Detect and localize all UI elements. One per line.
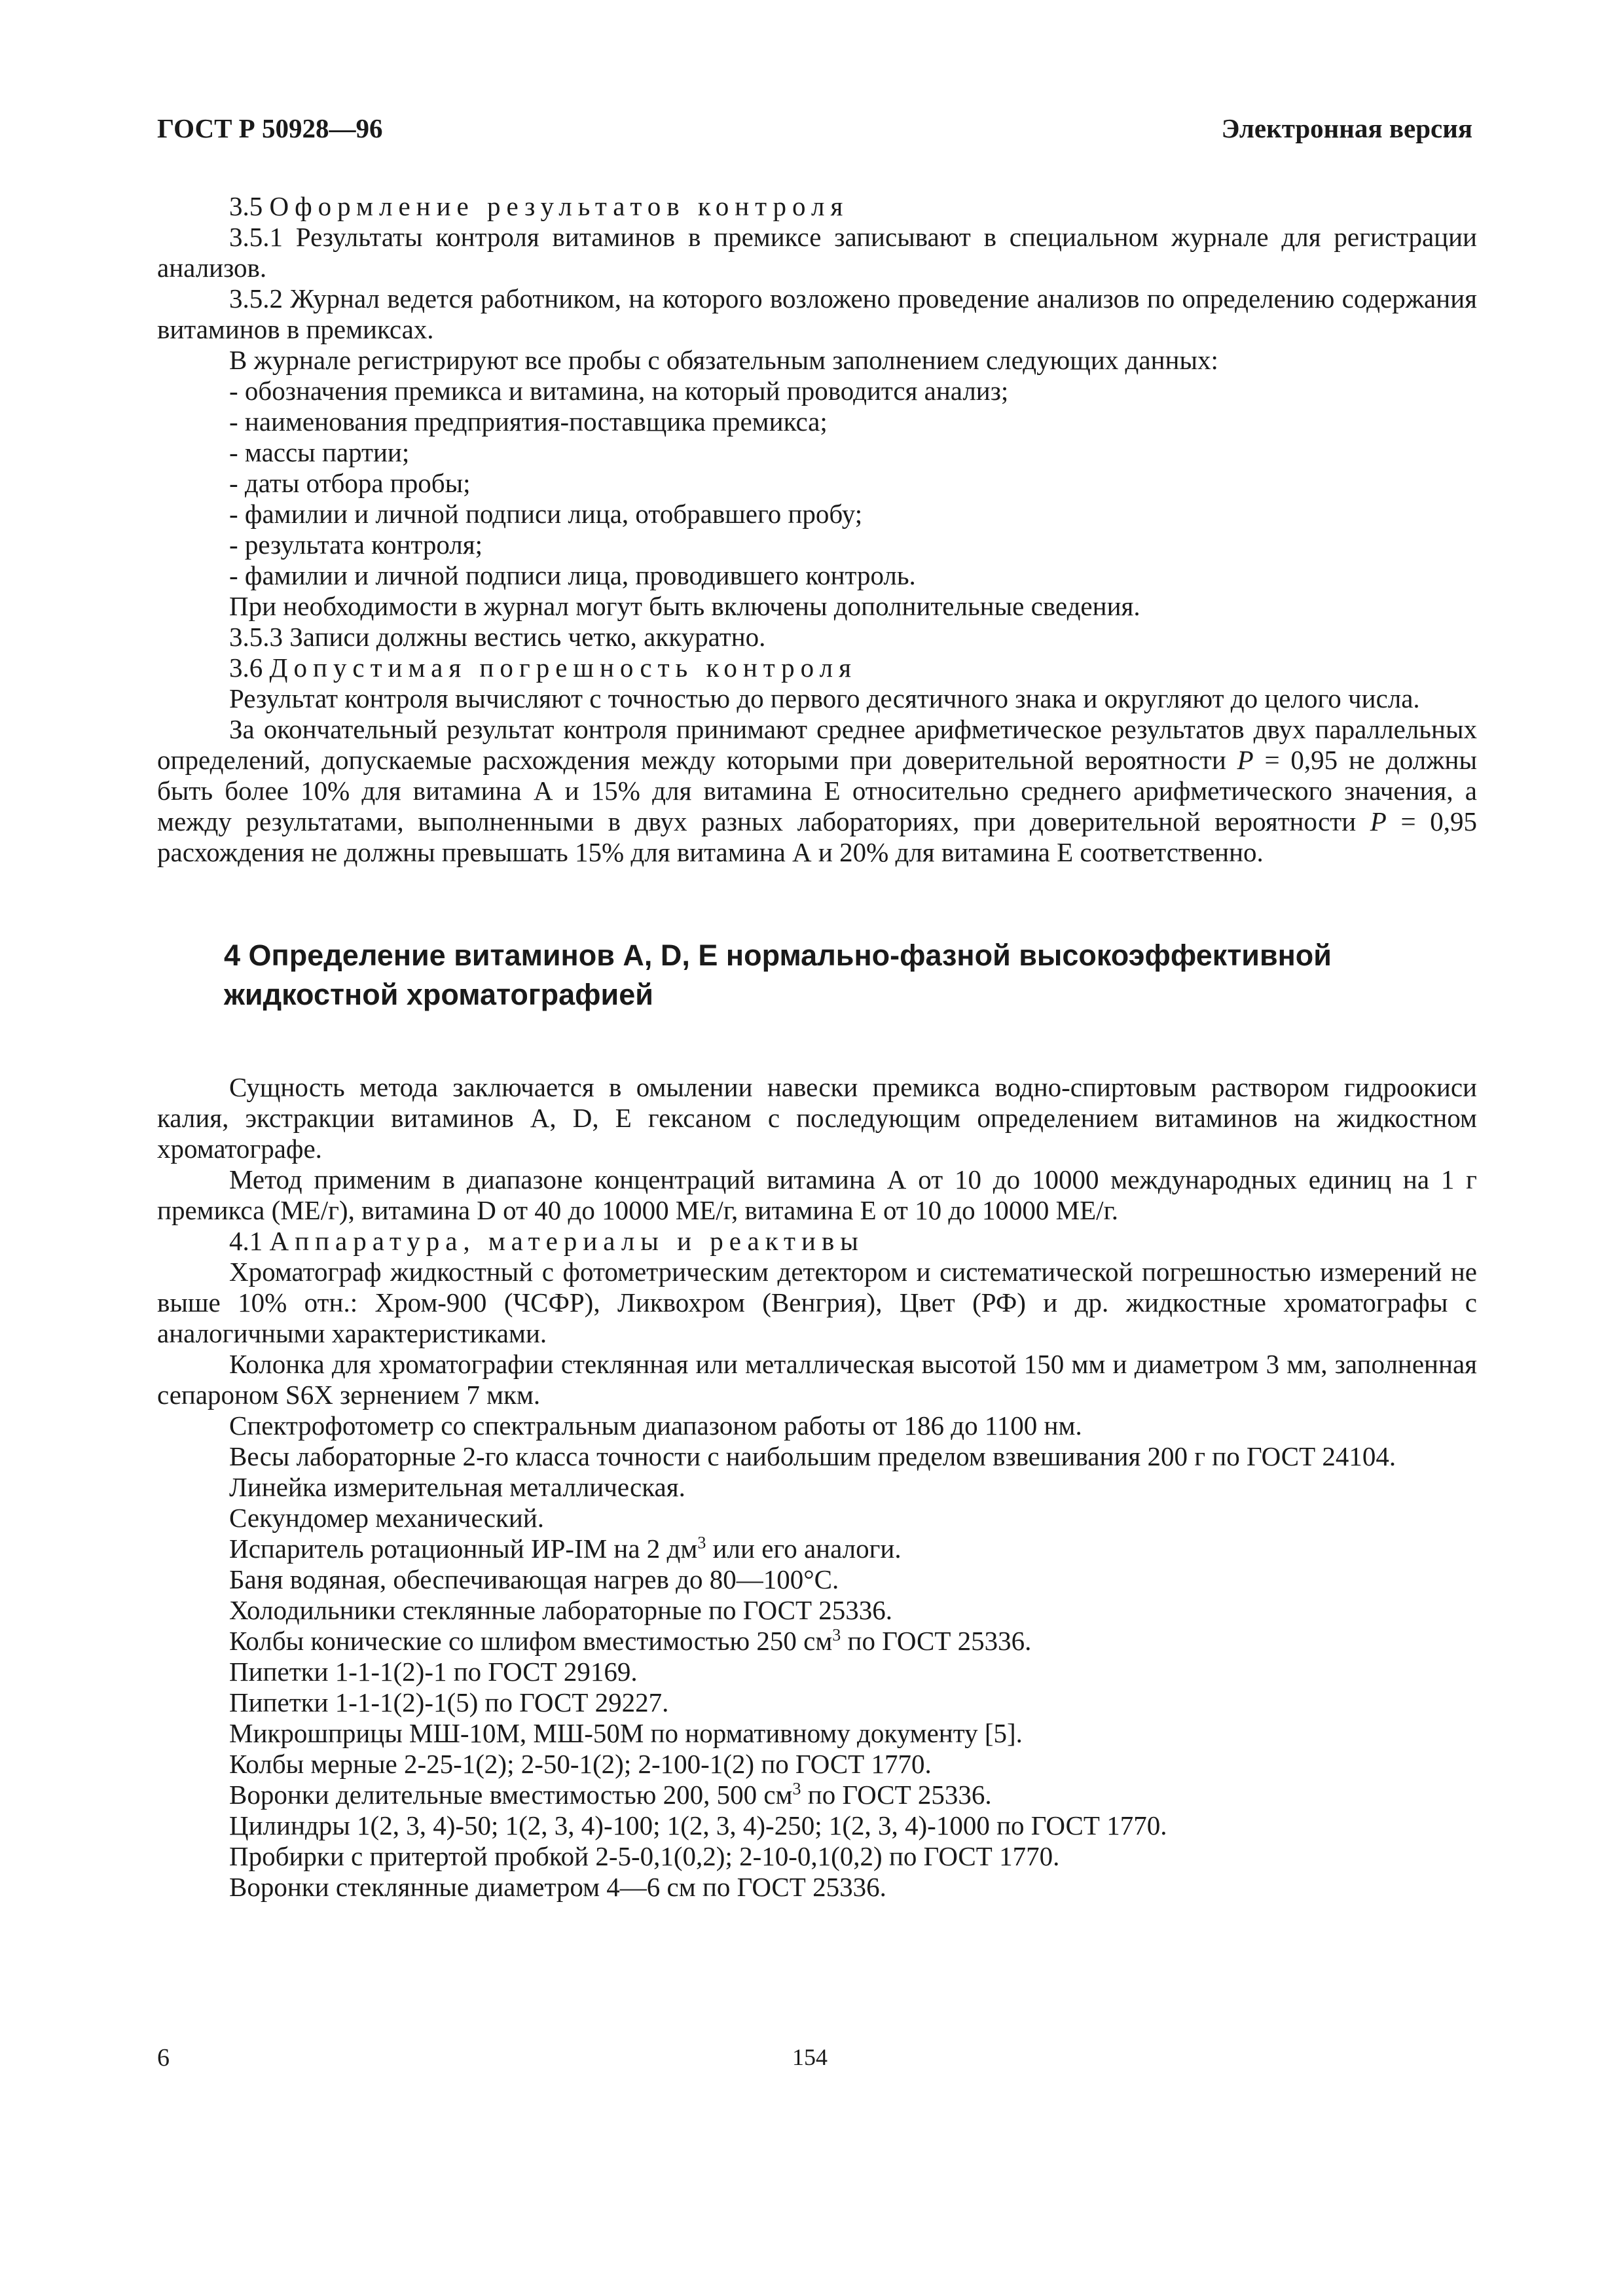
list-item: - фамилии и личной подписи лица, проводившего контроль. — [157, 560, 1477, 591]
list-item: - наименования предприятия-поставщика премикса; — [157, 406, 1477, 437]
paragraph-spectrophotometer: Спектрофотометр со спектральным диапазоном работы от 186 до 1100 нм. — [229, 1410, 1082, 1441]
paragraph-glass-funnels: Воронки стеклянные диаметром 4—6 см по ГОСТ 25336. — [229, 1872, 886, 1902]
heading-3-5: 3.5 Оформление результатов контроля — [229, 191, 849, 221]
paragraph-water-bath: Баня водяная, обеспечивающая нагрев до 80—100°С. — [229, 1564, 839, 1594]
paragraph-3-5-3: 3.5.3 Записи должны вестись четко, аккуратно. — [229, 622, 766, 652]
paragraph-separating-funnels: Воронки делительные вместимостью 200, 500 $см^3$ по ГОСТ 25336. — [229, 1779, 992, 1810]
document-code: ГОСТ Р 50928—96 — [157, 113, 383, 143]
list-item: - результата контроля; — [157, 529, 1477, 560]
heading-4-1: 4.1 Аппаратура, материалы и реактивы — [229, 1226, 864, 1256]
list-item: - даты отбора пробы; — [157, 468, 1477, 499]
paragraph-scales: Весы лабораторные 2-го класса точности с наибольшим пределом взвешивания 200 г по ГОСТ 24104. — [229, 1441, 1396, 1471]
paragraph-test-tubes: Пробирки с притертой пробкой 2-5-0,1(0,2); 2-10-0,1(0,2) по ГОСТ 1770. — [229, 1841, 1060, 1871]
paragraph-chromatograph: Хроматограф жидкостный с фотометрическим детектором и систематической погрешностью измерений не выше 10% отн.: Хром-900 (ЧСФР), Ликвохром (Венгрия), Цвет (РФ) и др. жидкостные хроматографы с аналогичными характеристиками. — [157, 1257, 1477, 1348]
paragraph-volumetric-flasks: Колбы мерные 2-25-1(2); 2-50-1(2); 2-100-1(2) по ГОСТ 1770. — [229, 1749, 932, 1779]
heading-3-6: 3.6 Допустимая погрешность контроля — [229, 653, 857, 683]
paragraph-pipettes-1: Пипетки 1-1-1(2)-1 по ГОСТ 29169. — [229, 1657, 638, 1687]
page-number: 6 — [157, 2044, 170, 2072]
paragraph-coolers: Холодильники стеклянные лабораторные по ГОСТ 25336. — [229, 1595, 892, 1625]
paragraph-final-result: За окончательный результат контроля принимают среднее арифметическое результатов двух параллельных определений, допускаемые расхождения между которыми при доверительной вероятности P = 0,95 не должны быть более 10% для витамина А и 15% для витамина Е относительно среднего арифметического значения, а между результатами, выполненными в двух разных лабораториях, при доверительной вероятности P = 0,95 расхождения не должны превышать 15% для витамина А и 20% для витамина Е соответственно. — [157, 714, 1477, 867]
paragraph-cylinders: Цилиндры 1(2, 3, 4)-50; 1(2, 3, 4)-100; 1(2, 3, 4)-250; 1(2, 3, 4)-1000 по ГОСТ 1770. — [229, 1810, 1167, 1840]
paragraph-extra-info: При необходимости в журнал могут быть включены дополнительные сведения. — [229, 591, 1140, 621]
paragraph-column: Колонка для хроматографии стеклянная или металлическая высотой 150 мм и диаметром 3 мм, заполненная сепароном S6X зернением 7 мкм. — [157, 1349, 1477, 1410]
paragraph-method-range: Метод применим в диапазоне концентраций витамина А от 10 до 10000 международных единиц на 1 г премикса (МЕ/г), витамина D от 40 до 10000 МЕ/г, витамина Е от 10 до 10000 МЕ/г. — [157, 1164, 1477, 1225]
version-label: Электронная версия — [1221, 113, 1472, 143]
list-item: - массы партии; — [157, 437, 1477, 468]
paragraph-conical-flasks: Колбы конические со шлифом вместимостью 250 $см^3$ по ГОСТ 25336. — [229, 1625, 1032, 1656]
paragraph-3-5-2: 3.5.2 Журнал ведется работником, на которого возложено проведение анализов по определению содержания витаминов в премиксах. — [157, 283, 1477, 344]
list-item: - обозначения премикса и витамина, на который проводится анализ; — [157, 376, 1477, 406]
section-4-title: 4 Определение витаминов А, D, Е нормально-фазной высокоэффективной жидкостной хроматографией — [224, 939, 1332, 1011]
paragraph-ruler: Линейка измерительная металлическая. — [229, 1472, 685, 1502]
paragraph-stopwatch: Секундомер механический. — [229, 1503, 545, 1533]
paragraph-microsyringes: Микрошприцы МШ-10М, МШ-50М по нормативному документу [5]. — [229, 1718, 1023, 1748]
paragraph-pipettes-2: Пипетки 1-1-1(2)-1(5) по ГОСТ 29227. — [229, 1687, 669, 1717]
paragraph-3-5-1: 3.5.1 Результаты контроля витаминов в премиксе записывают в специальном журнале для регистрации анализов. — [157, 222, 1477, 283]
paragraph-method-essence: Сущность метода заключается в омылении навески премикса водно-спиртовым раствором гидроокиси калия, экстракции витаминов А, D, Е гексаном с последующим определением витаминов на жидкостном хроматографе. — [157, 1072, 1477, 1164]
paragraph-evaporator: Испаритель ротационный ИР-IМ на 2 $дм^3$ или его аналоги. — [229, 1533, 902, 1564]
paragraph-register: В журнале регистрируют все пробы с обязательным заполнением следующих данных: — [229, 345, 1218, 375]
paragraph-rounding: Результат контроля вычисляют с точностью до первого десятичного знака и округляют до целого числа. — [229, 683, 1420, 713]
page-body — [157, 191, 1477, 1903]
sheet-number: 154 — [792, 2044, 828, 2070]
list-item: - фамилии и личной подписи лица, отобравшего пробу; — [157, 499, 1477, 529]
